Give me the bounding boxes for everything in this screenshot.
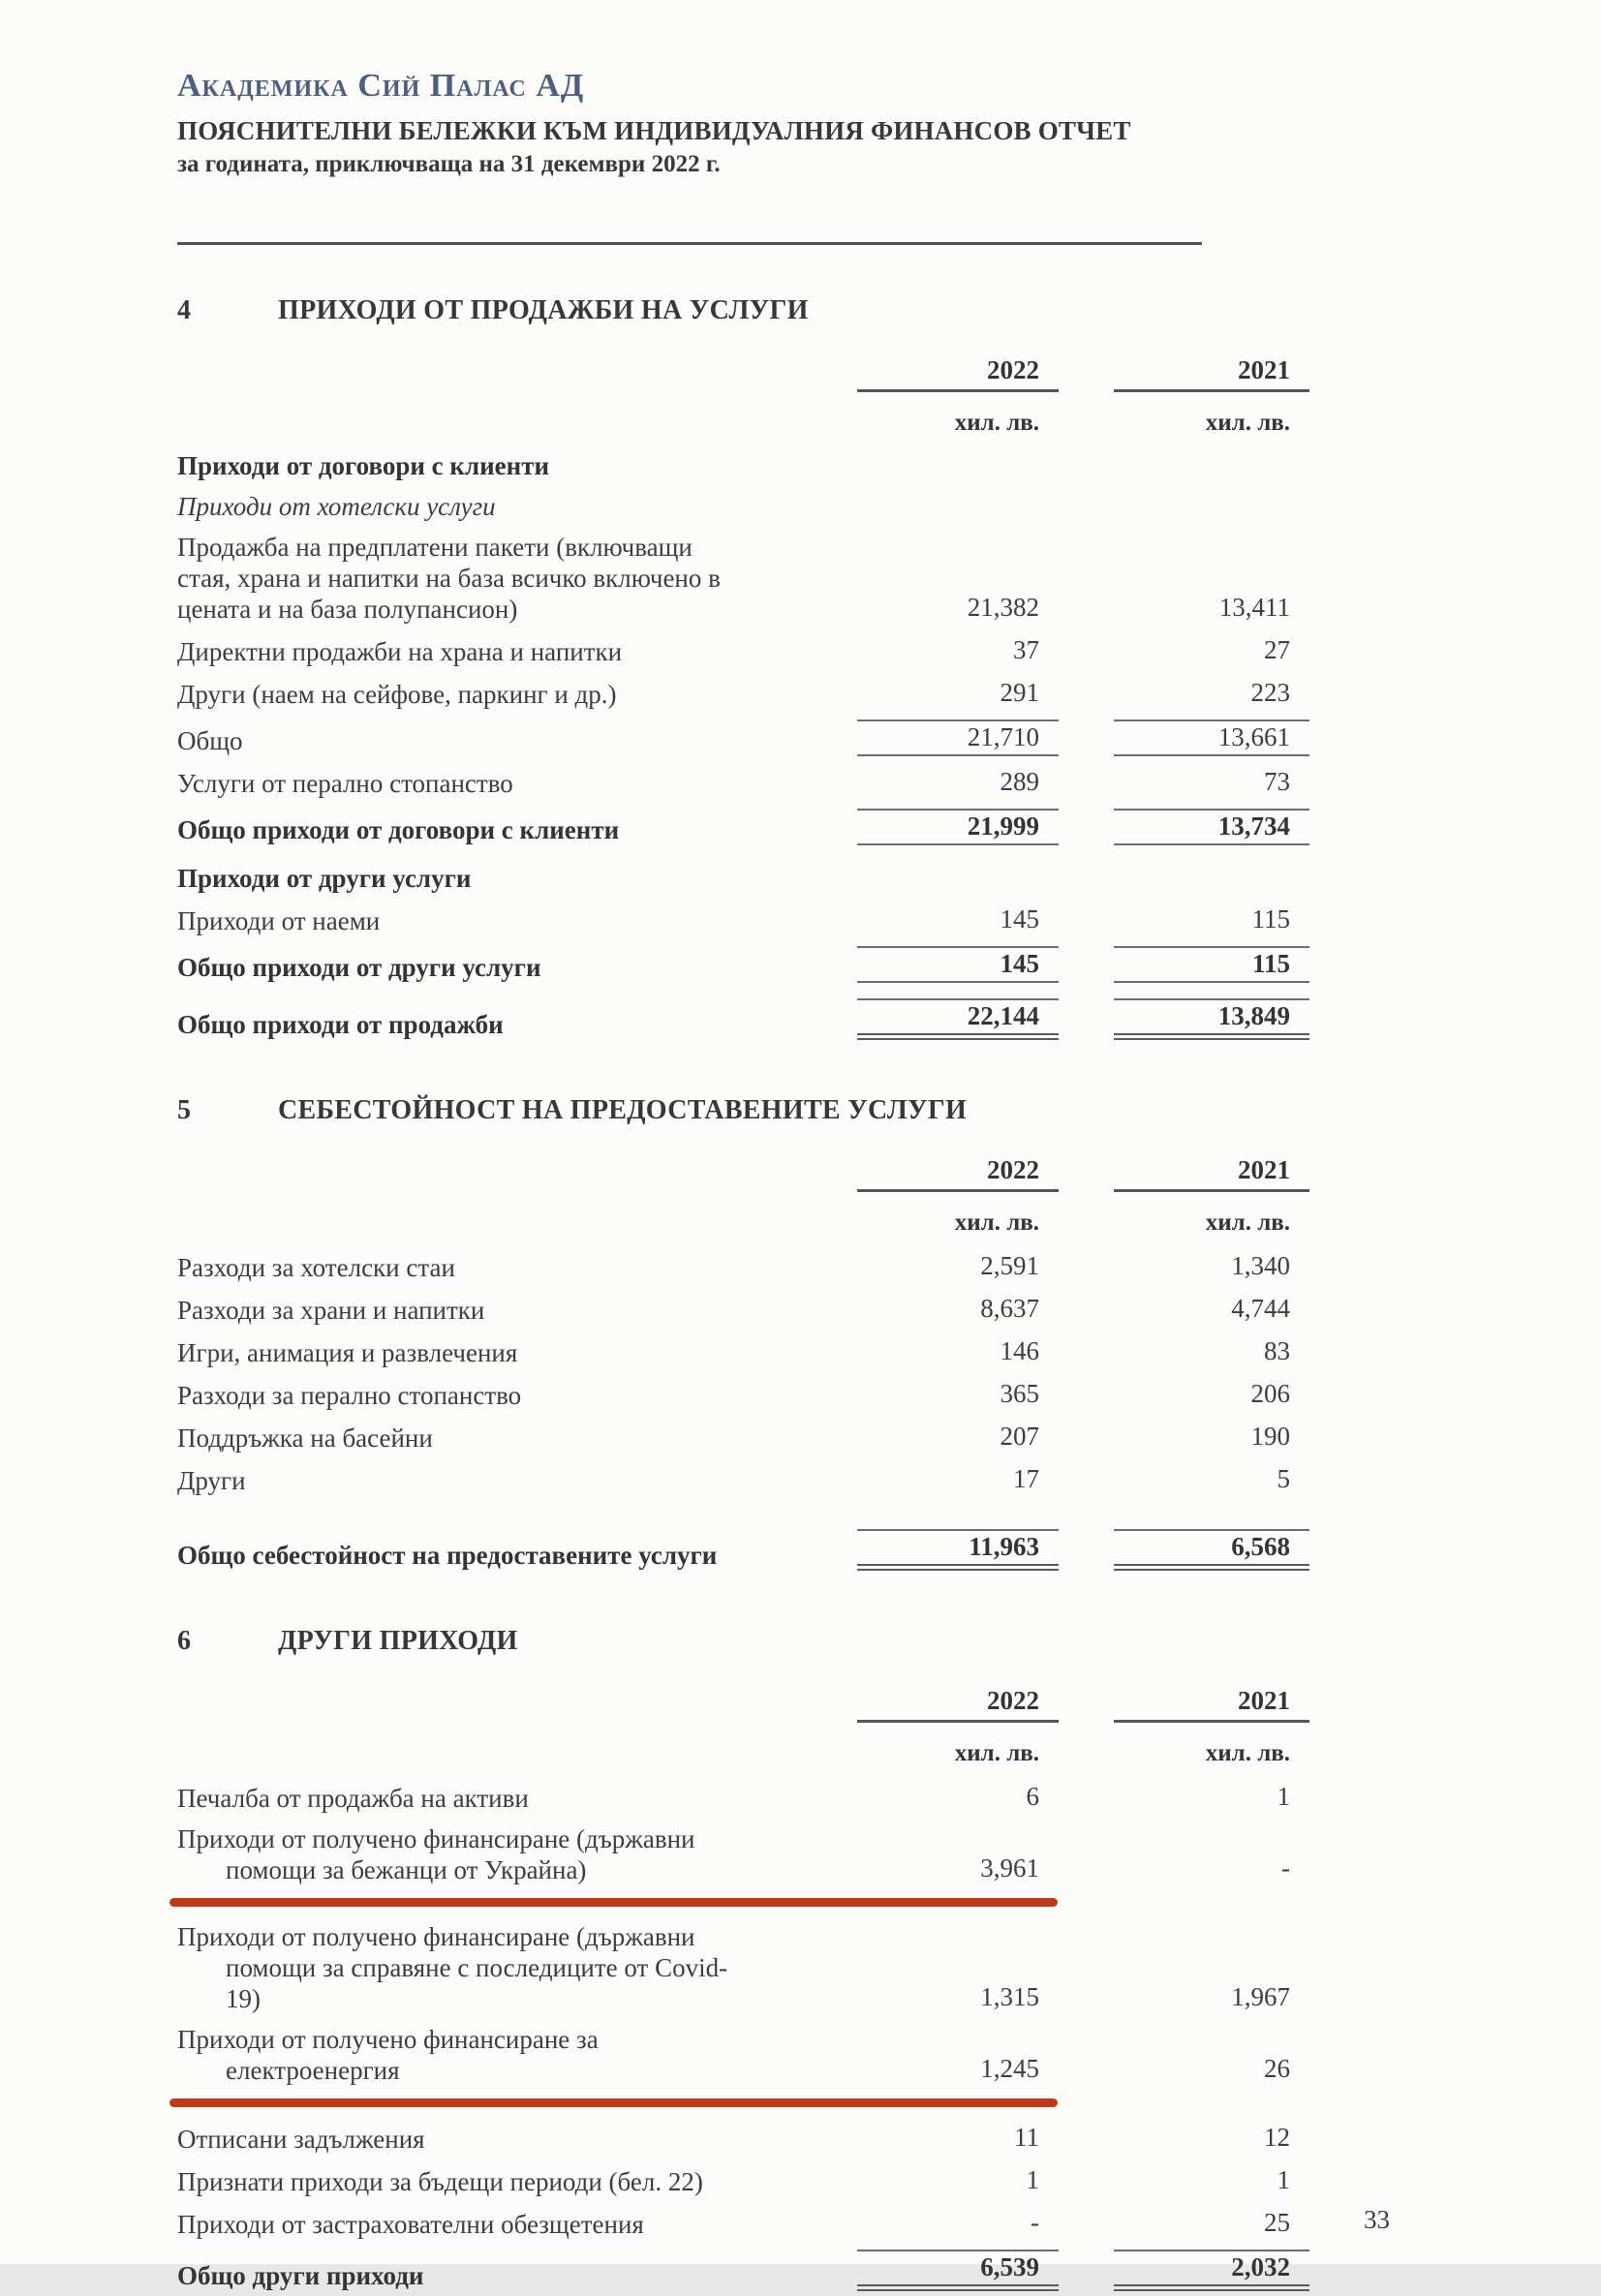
table-row — [177, 1458, 1309, 1501]
table-row — [177, 1916, 1309, 2019]
value-2022: 11,963 — [857, 1529, 1059, 1571]
row-label-line: Общо приходи от договори с клиенти — [177, 815, 620, 844]
value-2022: 291 — [1000, 678, 1039, 707]
row-label — [177, 2260, 857, 2291]
unit-label: хил. лв. — [954, 1740, 1039, 1766]
value-2022: 1,245 — [980, 2054, 1039, 2083]
table-row — [177, 486, 1309, 527]
value-2022: 17 — [1013, 1464, 1039, 1493]
table-row — [177, 715, 1309, 761]
row-label — [177, 1337, 857, 1368]
table-header-row — [177, 1149, 1309, 1197]
table-unit-row — [177, 1197, 1309, 1245]
row-label — [177, 905, 857, 936]
value-2021: 1,967 — [1231, 1982, 1290, 2011]
table-row — [177, 2019, 1309, 2091]
row-label-line: Признати приходи за бъдещи периоди (бел. 22) — [177, 2167, 703, 2196]
value-2022: 3,961 — [980, 1853, 1039, 1883]
section-title: ДРУГИ ПРИХОДИ — [278, 1626, 518, 1656]
page-number: 33 — [1364, 2205, 1390, 2234]
section-heading — [177, 1095, 1601, 1126]
value-2021: 13,849 — [1114, 998, 1309, 1040]
row-label — [177, 636, 857, 667]
value-2022: 146 — [1000, 1336, 1039, 1365]
table-row — [177, 994, 1309, 1045]
row-label — [177, 1540, 857, 1571]
value-2022: 289 — [1000, 767, 1039, 796]
year-column-header: 2021 — [1114, 354, 1309, 392]
row-label — [177, 1009, 857, 1040]
note-section — [177, 295, 1601, 1045]
value-2022: 1,315 — [980, 1982, 1039, 2011]
row-label-line: стая, храна и напитки на база всичко включено в — [177, 564, 721, 593]
table-row — [177, 1416, 1309, 1458]
row-label — [177, 2024, 857, 2086]
document-header — [177, 68, 1601, 178]
note-table — [177, 1680, 1309, 2296]
row-label — [177, 952, 857, 983]
row-label-line: 19) — [226, 1984, 261, 2013]
value-2021: 115 — [1251, 904, 1290, 934]
row-label-line: помощи за бежанци от Украйна) — [226, 1855, 587, 1884]
table-row — [177, 1373, 1309, 1416]
row-label — [177, 491, 857, 522]
value-2022 — [857, 892, 1059, 894]
row-label — [177, 768, 857, 799]
row-label — [177, 1380, 857, 1411]
value-2021 — [1114, 479, 1309, 481]
value-2022: 21,382 — [967, 593, 1039, 622]
row-label — [177, 863, 857, 894]
header-divider — [177, 242, 1202, 245]
row-label-line: Приходи от наеми — [177, 906, 381, 935]
year-column-header: 2022 — [857, 354, 1059, 392]
value-2021: 223 — [1250, 678, 1290, 707]
value-2021: 206 — [1250, 1379, 1290, 1408]
document-subtitle: за годината, приключваща на 31 декември 2022 г. — [177, 151, 721, 177]
notes-sections — [177, 295, 1601, 2296]
section-title: ПРИХОДИ ОТ ПРОДАЖБИ НА УСЛУГИ — [278, 295, 809, 325]
value-2022: 21,710 — [857, 719, 1059, 756]
value-2022: 11 — [1014, 2123, 1039, 2152]
value-2021: 13,661 — [1114, 719, 1309, 756]
row-label-line: електроенергия — [226, 2056, 400, 2085]
table-row — [177, 899, 1309, 941]
value-2021: 26 — [1264, 2054, 1290, 2083]
value-2022: 145 — [1000, 904, 1039, 934]
value-2022: 207 — [1000, 1422, 1039, 1451]
value-2021: 73 — [1264, 767, 1290, 796]
value-2022: 365 — [1000, 1379, 1039, 1408]
table-unit-row — [177, 397, 1309, 445]
value-2022: 1 — [1026, 2165, 1039, 2194]
row-label — [177, 2124, 857, 2155]
value-2021: 1 — [1277, 1782, 1290, 1811]
unit-label: хил. лв. — [954, 410, 1039, 436]
unit-label: хил. лв. — [954, 1209, 1039, 1236]
value-2021: 27 — [1264, 635, 1290, 664]
value-2021: 25 — [1264, 2208, 1290, 2237]
value-2022: 145 — [857, 946, 1059, 983]
company-name: Академика Сий Палас АД — [177, 68, 585, 104]
table-row — [177, 1819, 1309, 1890]
table-row — [177, 2245, 1309, 2296]
row-label — [177, 450, 857, 481]
row-label — [177, 1252, 857, 1283]
note-table — [177, 350, 1309, 1045]
section-number: 6 — [177, 1626, 192, 1656]
table-row — [177, 445, 1309, 486]
row-label-line: Приходи от получено финансиране (държавни — [177, 1922, 695, 1951]
value-2021: 115 — [1114, 946, 1309, 983]
value-2021 — [1114, 892, 1309, 894]
value-2022: - — [1031, 2208, 1039, 2237]
row-label-line: Печалба от продажба на активи — [177, 1784, 529, 1813]
row-label-line: Общо приходи от продажби — [177, 1010, 504, 1039]
value-2022: 21,999 — [857, 809, 1059, 845]
unit-label: хил. лв. — [1205, 410, 1290, 436]
row-label-line: помощи за справяне с последиците от Covid- — [226, 1953, 728, 1982]
unit-label: хил. лв. — [1205, 1209, 1290, 1236]
value-2022: 6 — [1026, 1782, 1039, 1811]
row-label — [177, 814, 857, 845]
value-2022: 37 — [1013, 635, 1039, 664]
table-row — [177, 941, 1309, 988]
table-row — [177, 527, 1309, 629]
table-row — [177, 1331, 1309, 1373]
table-row — [177, 761, 1309, 804]
row-label — [177, 2209, 857, 2240]
row-label-line: цената и на база полупансион) — [177, 595, 518, 624]
row-label-line: Игри, анимация и развлечения — [177, 1338, 518, 1367]
section-title: СЕБЕСТОЙНОСТ НА ПРЕДОСТАВЕНИТЕ УСЛУГИ — [278, 1095, 968, 1125]
row-label-line: Приходи от договори с клиенти — [177, 451, 550, 480]
row-label — [177, 1465, 857, 1496]
value-2021: 12 — [1264, 2123, 1290, 2152]
row-label — [177, 1783, 857, 1814]
table-row — [177, 2117, 1309, 2159]
note-section — [177, 1095, 1601, 1576]
value-2022 — [857, 479, 1059, 481]
row-label-line: Приходи от други услуги — [177, 864, 472, 893]
row-label-line: Общо себестойност на предоставените услуги — [177, 1541, 718, 1570]
row-label-line: Разходи за хотелски стаи — [177, 1253, 455, 1282]
row-label-line: Поддръжка на басейни — [177, 1424, 433, 1453]
row-label — [177, 1295, 857, 1326]
value-2021: - — [1281, 1853, 1290, 1883]
value-2022 — [857, 520, 1059, 522]
row-label-line: Общо други приходи — [177, 2261, 424, 2290]
table-row — [177, 1245, 1309, 1288]
value-2022: 8,637 — [980, 1294, 1039, 1323]
value-2021: 1 — [1277, 2165, 1290, 2194]
row-label-line: Други (наем на сейфове, паркинг и др.) — [177, 680, 617, 709]
value-2021: 83 — [1264, 1336, 1290, 1365]
row-label — [177, 1823, 857, 1885]
note-section — [177, 1626, 1601, 2296]
red-underline-annotation — [169, 2098, 1058, 2107]
row-label — [177, 2166, 857, 2197]
row-label-line: Директни продажби на храна и напитки — [177, 637, 623, 666]
table-row — [177, 1288, 1309, 1331]
table-header-row — [177, 1680, 1309, 1728]
table-unit-row — [177, 1728, 1309, 1776]
value-2021: 1,340 — [1231, 1251, 1290, 1280]
value-2021: 4,744 — [1231, 1294, 1290, 1323]
row-label-line: Разходи за перално стопанство — [177, 1381, 522, 1410]
year-column-header: 2022 — [857, 1685, 1059, 1723]
row-label-line: Общо приходи от други услуги — [177, 953, 541, 982]
row-label-line: Услуги от перално стопанство — [177, 769, 513, 798]
table-row — [177, 672, 1309, 715]
section-heading — [177, 1626, 1601, 1657]
value-2021: 6,568 — [1114, 1529, 1309, 1571]
row-label-line: Приходи от хотелски услуги — [177, 492, 496, 521]
value-2021: 2,032 — [1114, 2250, 1309, 2291]
table-row — [177, 1776, 1309, 1819]
section-number: 5 — [177, 1095, 192, 1125]
table-row — [177, 2159, 1309, 2202]
value-2021: 190 — [1250, 1422, 1290, 1451]
note-table — [177, 1149, 1309, 1576]
table-row — [177, 2202, 1309, 2245]
year-column-header: 2021 — [1114, 1154, 1309, 1192]
value-2021: 5 — [1277, 1464, 1290, 1493]
document-title: ПОЯСНИТЕЛНИ БЕЛЕЖКИ КЪМ ИНДИВИДУАЛНИЯ ФИНАНСОВ ОТЧЕТ — [177, 116, 1131, 145]
row-label-line: Разходи за храни и напитки — [177, 1296, 485, 1325]
year-column-header: 2022 — [857, 1154, 1059, 1192]
row-label-line: Други — [177, 1466, 246, 1495]
row-label — [177, 679, 857, 710]
row-label — [177, 532, 857, 625]
year-column-header: 2021 — [1114, 1685, 1309, 1723]
value-2022: 6,539 — [857, 2250, 1059, 2291]
row-label-line: Приходи от получено финансиране (държавни — [177, 1824, 695, 1853]
table-row — [177, 1524, 1309, 1576]
table-header-row — [177, 350, 1309, 397]
unit-label: хил. лв. — [1205, 1740, 1290, 1766]
table-row — [177, 804, 1309, 850]
section-heading — [177, 295, 1601, 326]
row-label — [177, 1921, 857, 2014]
row-label-line: Общо — [177, 726, 243, 755]
red-underline-annotation — [169, 1898, 1058, 1907]
row-label — [177, 1423, 857, 1454]
value-2022: 22,144 — [857, 998, 1059, 1040]
table-row — [177, 629, 1309, 672]
value-2021: 13,411 — [1218, 593, 1290, 622]
section-number: 4 — [177, 295, 192, 325]
value-2022: 2,591 — [980, 1251, 1039, 1280]
row-label-line: Отписани задължения — [177, 2125, 425, 2154]
value-2021: 13,734 — [1114, 809, 1309, 845]
row-label-line: Приходи от застрахователни обезщетения — [177, 2210, 644, 2239]
row-label — [177, 725, 857, 756]
table-row — [177, 858, 1309, 899]
row-label-line: Приходи от получено финансиране за — [177, 2025, 599, 2054]
row-label-line: Продажба на предплатени пакети (включващи — [177, 533, 693, 562]
value-2021 — [1114, 520, 1309, 522]
